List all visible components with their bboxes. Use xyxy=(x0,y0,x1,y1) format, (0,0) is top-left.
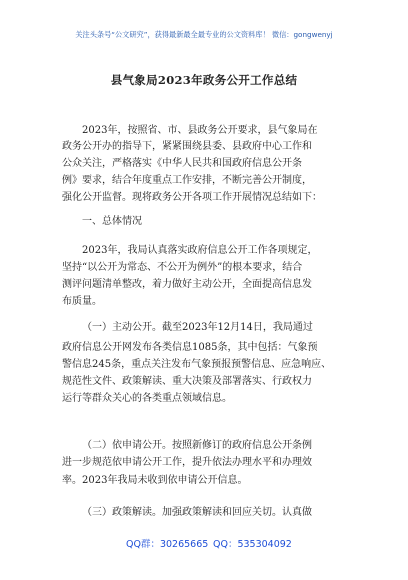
qq-group-number: QQ群：30265665 xyxy=(126,539,209,550)
paragraph-line: 2023年，我局认真落实政府信息公开工作各项规定， xyxy=(82,245,318,256)
paragraph-line: （三）政策解读。加强政策解读和回应关切。认真做 xyxy=(82,507,312,518)
paragraph-line: 强化公开监督。现将政务公开各项工作开展情况总结如下： xyxy=(62,192,322,203)
paragraph-line: 进一步规范依申请公开工作，提升依法办理水平和办理效 xyxy=(62,457,312,468)
paragraph-line: 警信息245条，重点关注发布气象预报预警信息、应急响应、 xyxy=(62,359,332,370)
paragraph-line: 测评问题清单整改，着力做好主动公开，全面提高信息发 xyxy=(62,279,312,290)
header-note: 关注头条号“公文研究”，获得最新最全最专业的公文资料库！ 微信：gongwenyj xyxy=(75,30,333,39)
paragraph-line: 公众关注，严格落实《中华人民共和国政府信息公开条 xyxy=(62,158,302,169)
paragraph-line: 布质量。 xyxy=(62,296,102,307)
paragraph-line: 2023年，按照省、市、县政务公开要求，县气象局在 xyxy=(82,125,318,136)
paragraph-line: 规范性文件、政策解读、重大决策及部署落实、行政权力 xyxy=(62,376,312,387)
paragraph-line: 运行等群众关心的各类重点领域信息。 xyxy=(62,393,232,404)
paragraph-line: 政府信息公开网发布各类信息1085条，其中包括：气象预 xyxy=(62,342,318,353)
document-title: 县气象局2023年政务公开工作总结 xyxy=(110,73,298,87)
section-heading: 一、总体情况 xyxy=(82,216,142,227)
paragraph-line: 坚持“以公开为常态、不公开为例外”的根本要求，结合 xyxy=(62,262,303,273)
qq-number: QQ：535304092 xyxy=(213,539,292,550)
paragraph-line: 政务公开办的指导下，紧紧围绕县委、县政府中心工作和 xyxy=(62,141,312,152)
paragraph-line: （一）主动公开。截至2023年12月14日，我局通过 xyxy=(82,322,313,333)
paragraph-line: （二）依申请公开。按照新修订的政府信息公开条例 xyxy=(82,440,312,451)
paragraph-line: 率。2023年我局未收到依申请公开信息。 xyxy=(62,475,248,486)
paragraph-line: 例》要求，结合年度重点工作安排，不断完善公开制度， xyxy=(62,175,312,186)
